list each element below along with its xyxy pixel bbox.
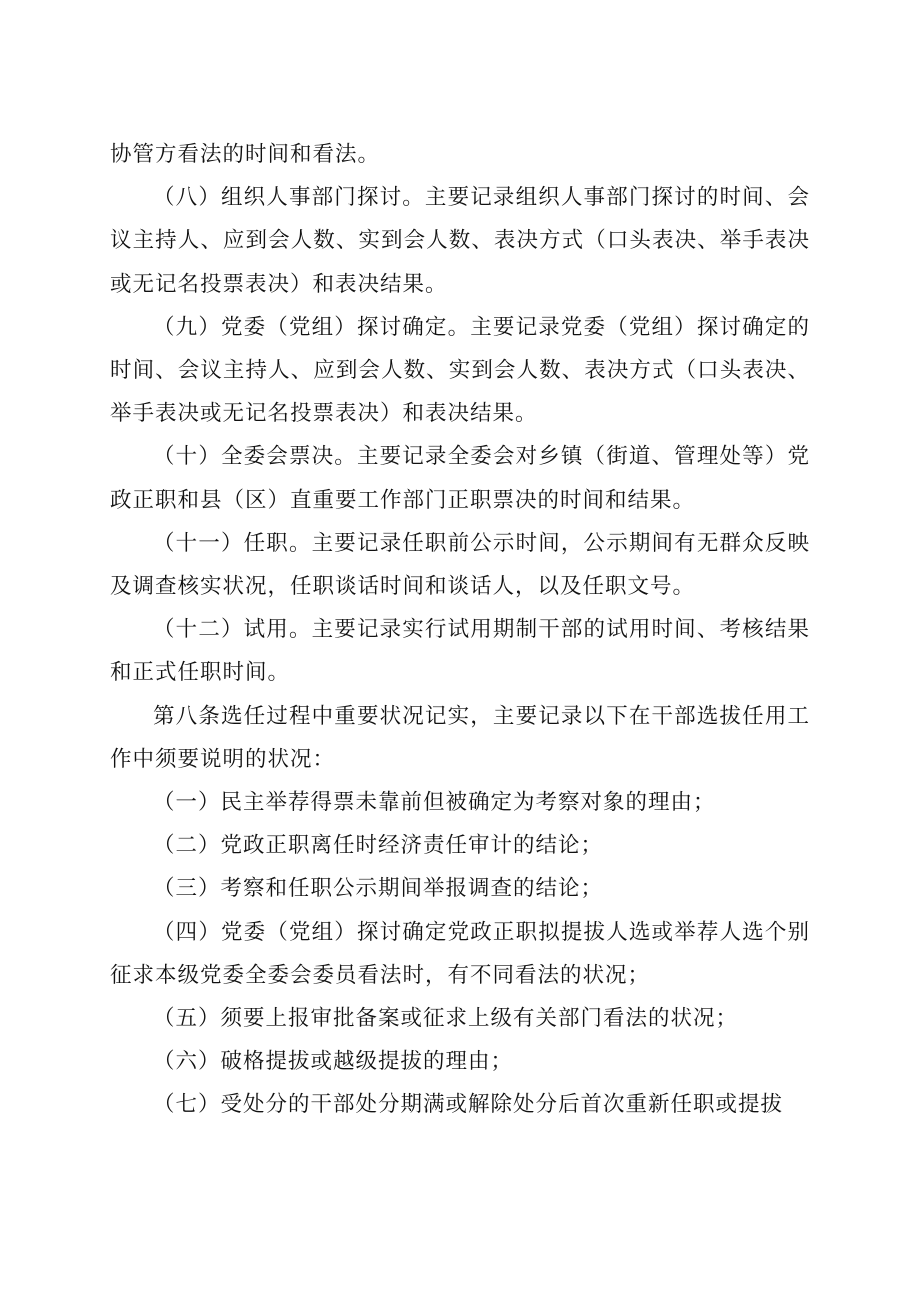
paragraph-sub-item-6: （六）破格提拔或越级提拔的理由； xyxy=(153,1049,514,1075)
paragraph-sub-item-3: （三）考察和任职公示期间举报调查的结论； xyxy=(153,876,604,902)
document-body xyxy=(110,133,810,1127)
paragraph-sub-item-1: （一）民主举荐得票未靠前但被确定为考察对象的理由； xyxy=(153,790,716,816)
paragraph-item-10: （十）全委会票决。主要记录全委会对乡镇（街道、管理处等）党政正职和县（区）直重要工作部门正职票决的时间和结果。 xyxy=(110,444,810,513)
paragraph-sub-item-4: （四）党委（党组）探讨确定党政正职拟提拔人选或举荐人选个别征求本级党委全委会委员看法时，有不同看法的状况； xyxy=(110,919,810,988)
paragraph-sub-item-2: （二）党政正职离任时经济责任审计的结论； xyxy=(153,833,604,859)
paragraph-sub-item-7: （七）受处分的干部处分期满或解除处分后首次重新任职或提拔 xyxy=(153,1092,784,1118)
paragraph-item-11: （十一）任职。主要记录任职前公示时间，公示期间有无群众反映及调查核实状况，任职谈话时间和谈话人，以及任职文号。 xyxy=(110,530,810,600)
paragraph-item-8: （八）组织人事部门探讨。主要记录组织人事部门探讨的时间、会议主持人、应到会人数、实到会人数、表决方式（口头表决、举手表决或无记名投票表决）和表决结果。 xyxy=(110,185,810,297)
paragraph-article-8: 第八条选任过程中重要状况记实，主要记录以下在干部选拔任用工作中须要说明的状况： xyxy=(110,703,810,772)
paragraph-item-12: （十二）试用。主要记录实行试用期制干部的试用时间、考核结果和正式任职时间。 xyxy=(110,617,810,686)
paragraph-continuation: 协管方看法的时间和看法。 xyxy=(110,142,381,167)
paragraph-sub-item-5: （五）须要上报审批备案或征求上级有关部门看法的状况； xyxy=(153,1006,739,1032)
paragraph-item-9: （九）党委（党组）探讨确定。主要记录党委（党组）探讨确定的时间、会议主持人、应到会人数、实到会人数、表决方式（口头表决、举手表决或无记名投票表决）和表决结果。 xyxy=(110,314,810,427)
